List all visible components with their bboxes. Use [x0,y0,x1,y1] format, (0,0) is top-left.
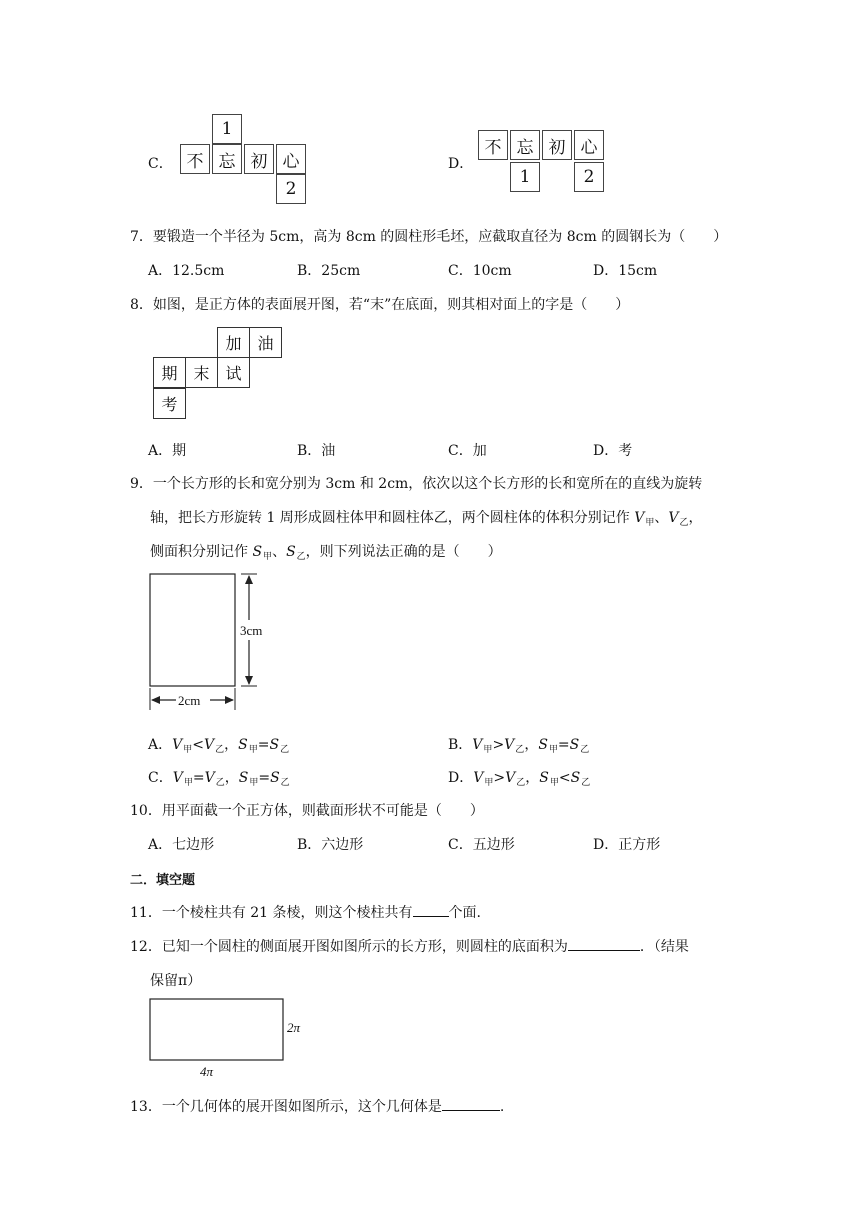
net-cell: 2 [574,162,604,192]
q8-option-d: D．考 [593,443,633,459]
q12-text-post: ．（结果 [639,939,689,955]
q13-answer-blank[interactable] [442,1096,500,1111]
net-cell: 心 [574,130,604,160]
q7-stem: 7．要锻造一个半径为 5cm，高为 8cm 的圆柱形毛坯，应截取直径为 8cm 的圆钢长为（ ） [130,229,728,245]
q12-text-pre: 12．已知一个圆柱的侧面展开图如图所示的长方形，则圆柱的底面积为 [130,939,568,955]
q9-stem-line2: 轴，把长方形旋转 1 周形成圆柱体甲和圆柱体乙，两个圆柱体的体积分别记作 $V_甲$、$V_乙$， [150,510,703,528]
q13-text-post: . [499,1099,505,1115]
q10-option-a: A．七边形 [148,837,215,853]
net-cell: 忘 [212,144,242,174]
q12-stem-line2: 保留π） [150,973,202,989]
net-cell: 末 [185,357,218,388]
q9-option-d: D．$V_甲>V_乙$，$S_甲<S_乙$ [448,770,591,788]
net-cell: 初 [542,130,572,160]
q7-option-c: C．10cm [448,263,512,279]
net-cell: 考 [153,388,186,419]
q9-stem-line1: 9．一个长方形的长和宽分别为 3cm 和 2cm，依次以这个长方形的长和宽所在的直线为旋转 [130,476,703,492]
q8-option-a: A．期 [148,443,187,459]
q11-stem [130,902,481,922]
net-cell: 不 [478,130,508,160]
net-cell: 试 [217,357,250,388]
net-cell: 加 [217,327,250,358]
q12-rectangle-figure [145,996,310,1084]
q9-width-label: 2cm [178,693,201,708]
q8-option-c: C．加 [448,443,487,459]
q13-stem [130,1096,504,1116]
q9-rectangle-figure [145,570,270,715]
q6-option-d-label: D． [448,156,474,172]
q9-stem-line3: 侧面积分别记作 $S_甲$、$S_乙$，则下列说法正确的是（ ） [150,544,502,562]
net-cell: 油 [249,327,282,358]
q11-text-post: 个面. [448,905,481,921]
q9-option-a: A．$V_甲<V_乙$，$S_甲=S_乙$ [148,737,290,755]
q10-stem: 10．用平面截一个正方体，则截面形状不可能是（ ） [130,803,484,819]
q13-text-pre: 13．一个几何体的展开图如图所示，这个几何体是 [130,1099,442,1115]
q7-option-b: B．25cm [297,263,361,279]
q9-stem-line3-end: ，则下列说法正确的是（ ） [305,544,502,560]
net-cell: 初 [244,144,274,174]
q8-stem: 8．如图，是正方体的表面展开图，若“末”在底面，则其相对面上的字是（ ） [130,297,630,313]
net-cell: 不 [180,144,210,174]
net-cell: 忘 [510,130,540,160]
q9-stem-line2-text: 轴，把长方形旋转 1 周形成圆柱体甲和圆柱体乙，两个圆柱体的体积分别记作 [150,510,630,526]
section-heading: 二．填空题 [130,873,196,888]
q7-option-d: D．15cm [593,263,658,279]
q11-answer-blank[interactable] [413,902,449,917]
q9-option-c: C．$V_甲=V_乙$，$S_甲=S_乙$ [148,770,290,788]
q7-option-a: A．12.5cm [148,263,225,279]
net-cell: 心 [276,144,306,174]
q11-text-pre: 11．一个棱柱共有 21 条棱，则这个棱柱共有 [130,905,413,921]
net-cell: 1 [212,114,242,144]
net-cell: 2 [276,174,306,204]
net-cell: 期 [153,357,186,388]
q9-height-label: 3cm [240,623,263,638]
q12-width-label: 4π [200,1064,214,1079]
q10-option-b: B．六边形 [297,837,364,853]
q9-stem-line3-text: 侧面积分别记作 [150,544,248,560]
q8-option-b: B．油 [297,443,336,459]
q8-cube-net [150,327,285,427]
q6-net-c [176,112,312,210]
q6-net-d [474,128,610,196]
q12-height-label: 2π [287,1020,301,1035]
q10-option-c: C．五边形 [448,837,515,853]
net-cell: 1 [510,162,540,192]
q12-answer-blank[interactable] [568,936,640,951]
q6-option-c-label: C． [148,156,173,172]
q10-option-d: D．正方形 [593,837,661,853]
q9-option-b: B．$V_甲>V_乙$，$S_甲=S_乙$ [448,737,590,755]
q12-stem [130,936,689,956]
